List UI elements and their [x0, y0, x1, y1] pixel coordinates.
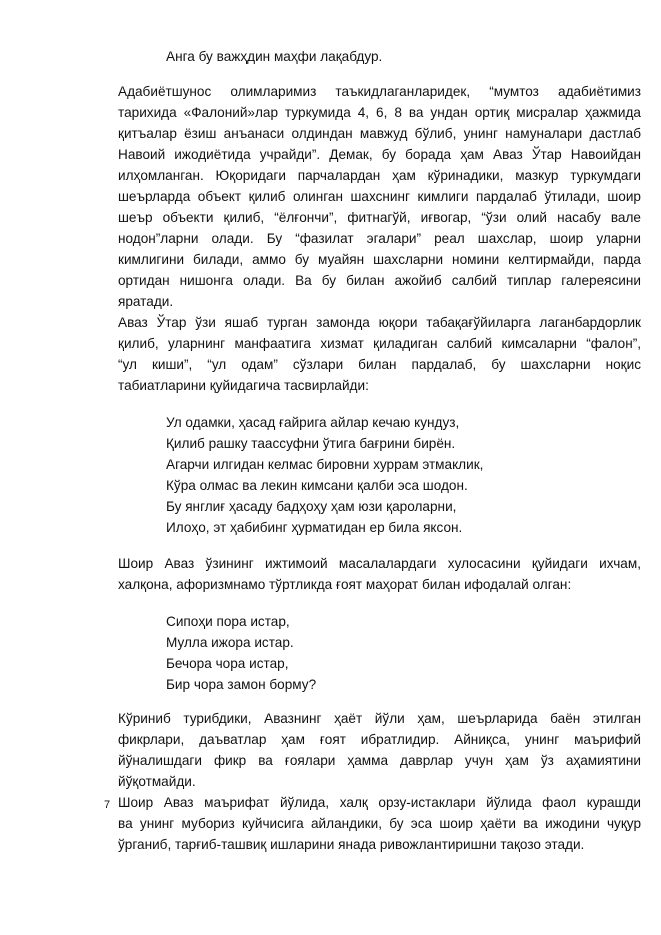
paragraph2-line: “ул киши”, “ул одам” сўзлари билан пардалаб, бу шахсларни ноқис — [118, 357, 641, 372]
poem2-line: Сипоҳи пора истар, — [166, 614, 290, 629]
poem1-line: Ул одамки, ҳасад ғайрига айлар кечаю кундуз, — [166, 415, 460, 430]
paragraph4-line: Кўриниб турибдики, Авазнинг ҳаёт йўли ҳам, шеърларида баён этилган — [118, 711, 641, 726]
paragraph1-line: қитъалар ёзиш анъанаси олдиндан мавжуд бўлиб, унинг намуналари дастлаб — [118, 126, 641, 141]
paragraph1-line: илҳомланган. Юқоридаги парчалардан ҳам кўринадики, мазкур туркумдаги — [118, 168, 641, 183]
paragraph4-line: йўналишдаги фикр ва ғоялари ҳамма даврлар учун ҳам ўз аҳамиятини — [118, 753, 641, 768]
poem1-line: Бу янглиғ ҳасаду бадҳоҳу ҳам юзи қароларни, — [166, 499, 457, 514]
paragraph2-line: қилиб, уларнинг манфаатига хизмат қиладиган салбий кимсаларни “фалон”, — [118, 336, 641, 351]
paragraph4-line: йўқотмайди. — [118, 774, 196, 789]
paragraph1-line: ортидан нишонга олади. Ва бу билан ажойиб салбий типлар галереясини — [118, 273, 641, 288]
paragraph3-line: Шоир Аваз ўзининг ижтимоий масалалардаги хулосасини қуйидаги ихчам, — [118, 556, 641, 571]
paragraph1-line: шеър объекти қилиб, “ёлғончи”, фитнагўй, иғвогар, “ўзи олий насабу вале — [118, 210, 641, 225]
paragraph2-line: табиатларини қуйидагича тасвирлайди: — [118, 378, 369, 393]
poem2-line: Бечора чора истар, — [166, 656, 289, 671]
paragraph1-line: тарихида «Фалоний»лар туркумида 4, 6, 8 ва ундан ортиқ мисралар ҳажмида — [118, 105, 641, 120]
poem2-line: Мулла ижора истар. — [166, 635, 294, 650]
heading-line: Анга бу важҳдин маҳфи лақабдур. — [166, 49, 383, 64]
poem1-line: Илоҳо, эт ҳабибинг ҳурматидан ер била яксон. — [166, 520, 463, 535]
page-number: 7 — [104, 799, 111, 811]
paragraph1-line: нодон”ларни олади. Бу “фазилат эгалари” реал шахслар, шоир уларни — [118, 231, 641, 246]
paragraph3-line: халқона, афоризмнамо тўртликда ғоят маҳорат билан ифодалай олган: — [118, 577, 572, 592]
poem1-line: Қилиб рашку таассуфни ўтига бағрини бирён. — [166, 436, 456, 451]
paragraph1-line: шеърларда объект қилиб олинган шахснинг кимлиги пардалаб ўтилади, шоир — [118, 189, 641, 204]
paragraph5-line: ва унинг мубориз куйчисига айландики, бу эса шоир ҳаёти ва ижодини чуқур — [118, 816, 641, 831]
poem1-line: Агарчи илгидан келмас бировни хуррам этмаклик, — [166, 457, 484, 472]
paragraph1-line: яратади. — [118, 294, 174, 309]
paragraph1-line: кимлигини билади, аммо бу муайян шахсларни номини келтирмайди, парда — [118, 252, 641, 267]
paragraph1-line: Адабиётшунос олимларимиз таъкидлаганларидек, “мумтоз адабиётимиз — [118, 84, 641, 99]
paragraph5-line: Шоир Аваз маърифат йўлида, халқ орзу-истаклари йўлида фаол курашди — [118, 795, 641, 810]
poem1-line: Кўра олмас ва лекин кимсани қалби эса шодон. — [166, 478, 468, 493]
paragraph2-line: Аваз Ўтар ўзи яшаб турган замонда юқори табақағўйиларга лаганбардорлик — [118, 315, 641, 330]
paragraph1-line: Навоий ижодиётида учрайди”. Демак, бу борада ҳам Аваз Ўтар Навоийдан — [118, 147, 641, 162]
paragraph5-line: ўрганиб, тарғиб-ташвиқ ишларини янада ривожлантиришни тақозо этади. — [118, 837, 585, 852]
paragraph4-line: фикрлари, даъватлар ҳам ғоят ибратлидир. Айниқса, унинг маърифий — [118, 732, 641, 747]
poem2-line: Бир чора замон борму? — [166, 677, 317, 692]
